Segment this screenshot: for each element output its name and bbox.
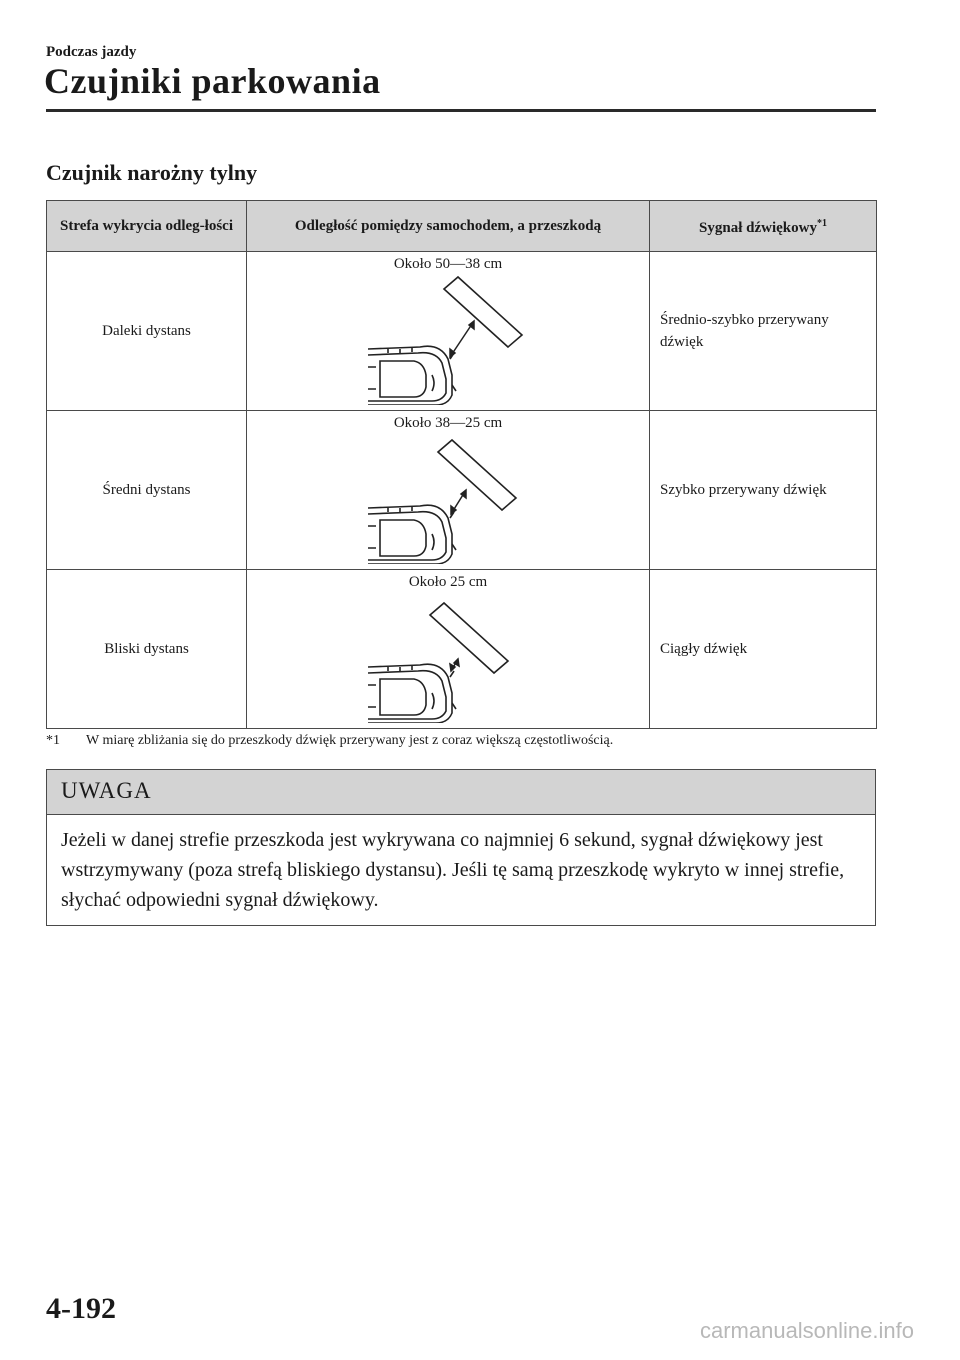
table-header-row	[47, 201, 877, 252]
car-obstacle-diagram	[358, 275, 538, 405]
car-rear-outline	[368, 346, 456, 405]
notice-heading: UWAGA	[47, 770, 875, 815]
footnote	[46, 733, 876, 749]
distance-arrow	[450, 659, 459, 671]
column-header-zone: Strefa wykrycia odleg-łości	[47, 201, 247, 252]
distance-arrow	[451, 490, 466, 514]
sound-cell: Ciągły dźwięk	[650, 570, 877, 729]
notice-box	[46, 769, 876, 926]
obstacle-bar	[444, 277, 522, 347]
car-obstacle-diagram	[358, 434, 538, 564]
column-header-distance: Odległość pomiędzy samochodem, a przeszkodą	[247, 201, 650, 252]
footnote-text: W miarę zbliżania się do przeszkody dźwięk przerywany jest z coraz większą częstotliwością.	[86, 733, 614, 748]
footnote-reference: *1	[816, 218, 827, 229]
zone-cell: Średni dystans	[47, 411, 247, 570]
zone-cell: Bliski dystans	[47, 570, 247, 729]
column-header-sound-label: Sygnał dźwiękowy	[699, 220, 817, 236]
page-number: 4-192	[46, 1292, 116, 1325]
section-heading: Czujnik narożny tylny	[46, 160, 258, 185]
distance-cell	[247, 252, 650, 411]
page-title: Czujniki parkowania	[44, 61, 381, 101]
car-rear-outline	[368, 505, 456, 564]
title-rule	[46, 109, 876, 112]
distance-cell	[247, 411, 650, 570]
table-row	[47, 411, 877, 570]
distance-label: Około 38―25 cm	[393, 415, 503, 431]
distance-label: Około 50―38 cm	[393, 256, 503, 272]
notice-body: Jeżeli w danej strefie przeszkoda jest wykrywana co najmniej 6 sekund, sygnał dźwiękowy jest wstrzymywany (poza strefą bliskiego dystansu). Jeśli tę samą przeszkodę wykryto w innej strefie, słychać odpowiedni sygnał dźwiękowy.	[61, 829, 845, 911]
table-row	[47, 252, 877, 411]
obstacle-bar	[430, 603, 508, 673]
table-row	[47, 570, 877, 729]
sound-cell: Szybko przerywany dźwięk	[650, 411, 877, 570]
car-obstacle-diagram	[358, 593, 538, 723]
column-header-sound	[650, 201, 877, 252]
car-rear-outline	[368, 664, 456, 723]
distance-arrow	[450, 321, 474, 357]
distance-label: Około 25 cm	[408, 574, 488, 590]
obstacle-bar	[438, 440, 516, 510]
footnote-mark: *1	[46, 733, 60, 748]
detection-zone-table	[46, 200, 877, 729]
distance-cell	[247, 570, 650, 729]
section-kicker: Podczas jazdy	[46, 44, 137, 60]
zone-cell: Daleki dystans	[47, 252, 247, 411]
watermark: carmanualsonline.info	[699, 1318, 914, 1343]
sound-cell: Średnio-szybko przerywany dźwięk	[650, 252, 877, 411]
